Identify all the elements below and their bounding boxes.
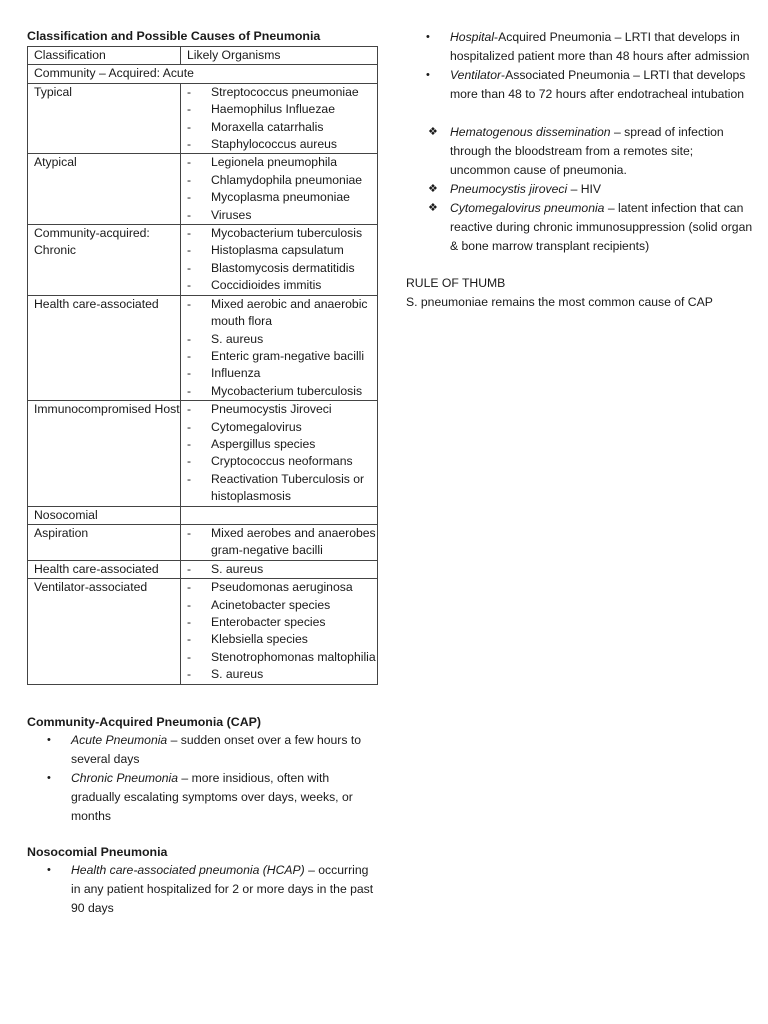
organism-item: - Aspergillus species: [187, 436, 377, 453]
list-item: [406, 123, 756, 180]
other-causes-list: [406, 123, 756, 256]
classification-cell: Atypical: [28, 154, 181, 225]
item-term: Hematogenous dissemination: [450, 125, 611, 139]
item-text: -Acquired Pneumonia – LRTI that develops in hospitalized patient more than 48 hours after admission: [450, 30, 750, 63]
organism-item: - S. aureus: [187, 331, 377, 348]
organism-item: - Chlamydophila pneumoniae: [187, 172, 377, 189]
list-item: [406, 28, 756, 66]
organism-item: - S. aureus: [187, 666, 377, 683]
left-column: [27, 28, 379, 918]
item-term: Acute Pneumonia: [71, 732, 168, 747]
organisms-cell: [181, 225, 378, 296]
right-column: [406, 28, 756, 312]
hospital-types-list: [406, 28, 756, 104]
header-organisms: Likely Organisms: [181, 47, 378, 65]
item-term: Cytomegalovirus pneumonia: [450, 201, 605, 215]
organisms-cell: [181, 401, 378, 506]
classification-cell: Health care-associated: [28, 560, 181, 578]
organism-item: - Mycobacterium tuberculosis: [187, 225, 377, 242]
organisms-cell: [181, 506, 378, 524]
organism-item: - Staphylococcus aureus: [187, 136, 377, 153]
organism-item: - Viruses: [187, 207, 377, 224]
nosocomial-list: [27, 861, 379, 918]
organism-item: - Histoplasma capsulatum: [187, 242, 377, 259]
classification-cell: Ventilator-associated: [28, 579, 181, 684]
nosocomial-section: [27, 843, 379, 918]
table-row: [28, 295, 378, 400]
organism-item: - Mixed aerobic and anaerobic mouth flora: [187, 296, 377, 331]
header-classification: Classification: [28, 47, 181, 65]
organism-item: - Klebsiella species: [187, 631, 377, 648]
cap-list: [27, 731, 379, 826]
organism-list: [187, 84, 377, 154]
list-item: [406, 66, 756, 104]
item-text: – more insidious, often with gradually escalating symptoms over days, weeks, or months: [71, 770, 353, 823]
organisms-cell: [181, 524, 378, 560]
organism-item: - Influenza: [187, 365, 377, 382]
organisms-cell: [181, 560, 378, 578]
list-item: [27, 861, 379, 918]
bullet-icon: •: [47, 863, 51, 876]
table-title: Classification and Possible Causes of Pneumonia: [27, 29, 321, 43]
classification-cell: Aspiration: [28, 524, 181, 560]
table-row: [28, 225, 378, 296]
organism-list: [187, 579, 377, 683]
item-term: Ventilator: [450, 68, 502, 82]
organism-item: - Blastomycosis dermatitidis: [187, 260, 377, 277]
bullet-icon: •: [47, 733, 51, 746]
organism-item: - S. aureus: [187, 561, 377, 578]
organism-item: - Moraxella catarrhalis: [187, 119, 377, 136]
organism-item: - Pseudomonas aeruginosa: [187, 579, 377, 596]
organism-item: - Stenotrophomonas maltophilia: [187, 649, 377, 666]
nosocomial-heading: Nosocomial Pneumonia: [27, 844, 168, 859]
table-group-label: Community – Acquired: Acute: [28, 65, 378, 83]
classification-table: [27, 46, 378, 685]
organism-item: - Mycoplasma pneumoniae: [187, 189, 377, 206]
organism-item: - Cytomegalovirus: [187, 419, 377, 436]
rule-heading: RULE OF THUMB: [406, 276, 506, 290]
item-text: – spread of infection through the bloodstream from a remotes site; uncommon cause of pneumonia.: [450, 125, 724, 177]
rule-text: S. pneumoniae remains the most common cause of CAP: [406, 295, 713, 309]
organism-item: - Mycobacterium tuberculosis: [187, 383, 377, 400]
organisms-cell: [181, 154, 378, 225]
classification-cell: Nosocomial: [28, 506, 181, 524]
organism-item: - Coccidioides immitis: [187, 277, 377, 294]
classification-cell: Health care-associated: [28, 295, 181, 400]
cap-section: [27, 713, 379, 826]
organisms-cell: [181, 295, 378, 400]
organism-list: [187, 561, 377, 578]
item-text: – latent infection that can reactive during chronic immunosuppression (solid organ & bone marrow transplant recipients): [450, 201, 753, 253]
classification-cell: Immunocompromised Host: [28, 401, 181, 506]
list-item: [27, 769, 379, 826]
item-term: Chronic Pneumonia: [71, 770, 179, 785]
table-body: [28, 47, 378, 685]
table-row: [28, 401, 378, 506]
organism-item: - Reactivation Tuberculosis or histoplasmosis: [187, 471, 377, 506]
organism-list: [187, 225, 377, 295]
item-text: – HIV: [567, 182, 602, 196]
organism-item: - Acinetobacter species: [187, 597, 377, 614]
table-row: [28, 83, 378, 154]
organism-item: - Mixed aerobes and anaerobes gram-negative bacilli: [187, 525, 377, 560]
list-item: [406, 199, 756, 256]
organism-item: - Enteric gram-negative bacilli: [187, 348, 377, 365]
item-text: – occurring in any patient hospitalized for 2 or more days in the past 90 days: [71, 862, 374, 915]
organism-item: - Legionela pneumophila: [187, 154, 377, 171]
item-text: – sudden onset over a few hours to several days: [71, 732, 361, 766]
table-header-row: [28, 47, 378, 65]
bullet-icon: ❖: [428, 126, 438, 138]
organisms-cell: [181, 579, 378, 684]
table-row: [28, 524, 378, 560]
bullet-icon: •: [426, 69, 430, 81]
cap-heading: Community-Acquired Pneumonia (CAP): [27, 714, 262, 729]
organism-list: [187, 401, 377, 505]
organism-item: - Streptococcus pneumoniae: [187, 84, 377, 101]
table-row: [28, 579, 378, 684]
bullet-icon: •: [426, 31, 430, 43]
item-text: -Associated Pneumonia – LRTI that develops more than 48 to 72 hours after endotracheal intubation: [450, 68, 746, 101]
organism-item: - Cryptococcus neoformans: [187, 453, 377, 470]
organisms-cell: [181, 83, 378, 154]
organism-list: [187, 296, 377, 400]
table-row: [28, 65, 378, 83]
classification-cell: Typical: [28, 83, 181, 154]
organism-item: - Enterobacter species: [187, 614, 377, 631]
list-item: [27, 731, 379, 769]
organism-list: [187, 525, 377, 560]
item-term: Health care-associated pneumonia (HCAP): [71, 862, 305, 877]
list-item: [406, 180, 756, 199]
organism-item: - Haemophilus Influezae: [187, 101, 377, 118]
table-row: [28, 560, 378, 578]
item-term: Pneumocystis jiroveci: [450, 182, 568, 196]
bullet-icon: ❖: [428, 202, 438, 214]
classification-cell: Community-acquired: Chronic: [28, 225, 181, 296]
bullet-icon: ❖: [428, 183, 438, 195]
organism-item: - Pneumocystis Jiroveci: [187, 401, 377, 418]
table-row: [28, 154, 378, 225]
organism-list: [187, 154, 377, 224]
bullet-icon: •: [47, 771, 51, 784]
item-term: Hospital: [450, 30, 495, 44]
rule-of-thumb: [406, 274, 756, 312]
table-row: [28, 506, 378, 524]
